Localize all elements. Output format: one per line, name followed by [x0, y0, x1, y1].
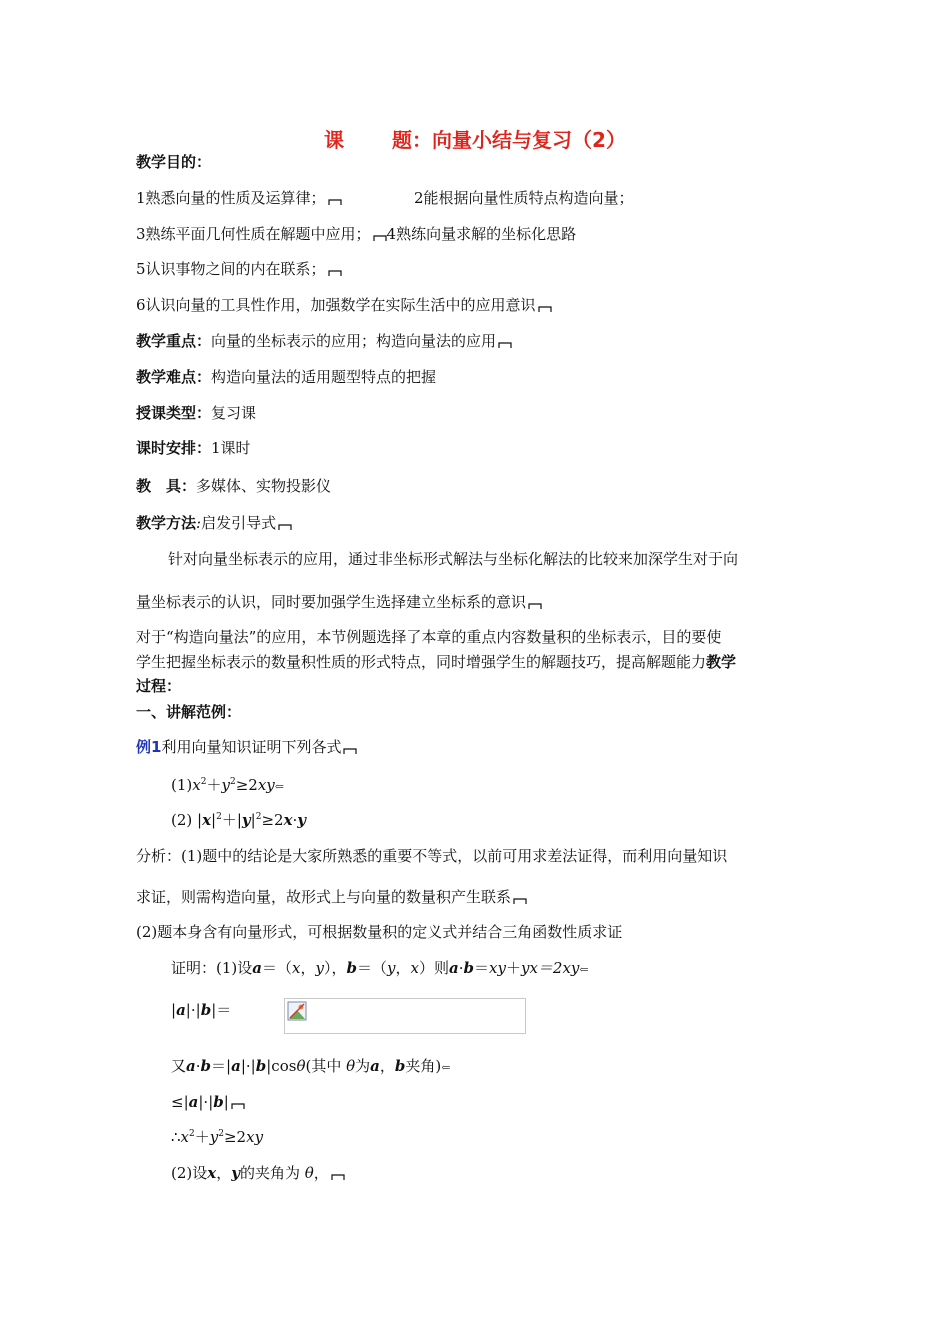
therefore-line: $\therefore x^2+y^2\ge 2xy$	[171, 1128, 264, 1146]
analysis-line1: 分析：(1)题中的结论是大家所熟悉的重要不等式，以前可用求差法证得，而利用向量知识	[136, 847, 728, 865]
paragraph-mark-icon	[498, 341, 512, 349]
leq-line: ≤|a|·|b|	[171, 1092, 245, 1112]
magnitude-line: |a|·|b|＝	[171, 1001, 232, 1019]
objective-2: 2能根据向量性质特点构造向量；	[414, 189, 634, 207]
section-heading: 一、讲解范例：	[136, 703, 242, 721]
paragraph-mark-icon	[328, 198, 342, 206]
formula-2: (2) $|x|^2+|y|^2\ge 2x\cdot y$	[171, 811, 307, 829]
para2-line2: 学生把握坐标表示的数量积性质的形式特点，同时增强学生的解题技巧，提高解题能力教学	[136, 653, 737, 671]
proof-line: 证明：(1)设a＝（x，y），b＝（y，x）则a·b＝xy＋yx＝2xy⇐	[171, 959, 589, 977]
title-left: 课	[324, 128, 345, 152]
objective-1: 1熟悉向量的性质及运算律；	[136, 188, 342, 208]
broken-image-icon	[287, 1001, 307, 1021]
key-point: 教学重点：向量的坐标表示的应用；构造向量法的应用	[136, 331, 512, 351]
formula-image-placeholder	[284, 998, 526, 1034]
title-right: 题：向量小结与复习（2）	[392, 128, 626, 152]
line-break-mark: ⇐	[274, 780, 284, 793]
method: 教学方法:启发引导式	[136, 513, 292, 533]
analysis-line2: 求证，则需构造向量，故形式上与向量的数量积产生联系	[136, 887, 527, 907]
para1-line1: 针对向量坐标表示的应用，通过非坐标形式解法与坐标化解法的比较来加深学生对于向	[168, 550, 739, 568]
line-break-mark: ⇐	[441, 1061, 451, 1074]
paragraph-mark-icon	[538, 305, 552, 313]
analysis-2: (2)题本身含有向量形式，可根据数量积的定义式并结合三角函数性质求证	[136, 923, 623, 941]
paragraph-mark-icon	[278, 523, 292, 531]
example-1: 例1利用向量知识证明下列各式	[136, 737, 357, 757]
lesson-type: 授课类型：复习课	[136, 404, 257, 422]
paragraph-mark-icon	[328, 269, 342, 277]
formula-1: $(1)x^2+y^2\ge 2xy⇐$	[171, 776, 284, 794]
objective-6: 6认识向量的工具性作用，加强数学在实际生活中的应用意识	[136, 295, 552, 315]
objectives-heading: 教学目的：	[136, 153, 212, 171]
paragraph-mark-icon	[343, 747, 357, 755]
para1-line2: 量坐标表示的认识，同时要加强学生选择建立坐标系的意识	[136, 592, 542, 612]
also-line: 又a·b＝|a|·|b|cosθ(其中 θ为a，b夹角)⇐	[171, 1057, 451, 1075]
paragraph-mark-icon	[231, 1102, 245, 1110]
paragraph-mark-icon	[528, 602, 542, 610]
para2-line1: 对于“构造向量法”的应用，本节例题选择了本章的重点内容数量积的坐标表示，目的要使	[136, 628, 722, 646]
objective-4: 4熟练向量求解的坐标化思路	[386, 225, 577, 243]
example-label: 例1	[136, 738, 162, 756]
paragraph-mark-icon	[331, 1173, 345, 1181]
tools: 教 具：多媒体、实物投影仪	[136, 477, 332, 495]
paragraph-mark-icon	[513, 897, 527, 905]
objective-5: 5认识事物之间的内在联系；	[136, 259, 342, 279]
paragraph-mark-icon	[373, 234, 387, 242]
para2-line3: 过程：	[136, 677, 182, 695]
objective-3: 3熟练平面几何性质在解题中应用； 4熟练向量求解的坐标化思路	[136, 225, 577, 243]
schedule: 课时安排：1课时	[136, 439, 251, 457]
set-line: (2)设x，y的夹角为 θ，	[171, 1163, 345, 1183]
difficulty: 教学难点：构造向量法的适用题型特点的把握	[136, 368, 437, 386]
lesson-title	[0, 124, 950, 153]
line-break-mark: ⇐	[579, 963, 589, 976]
